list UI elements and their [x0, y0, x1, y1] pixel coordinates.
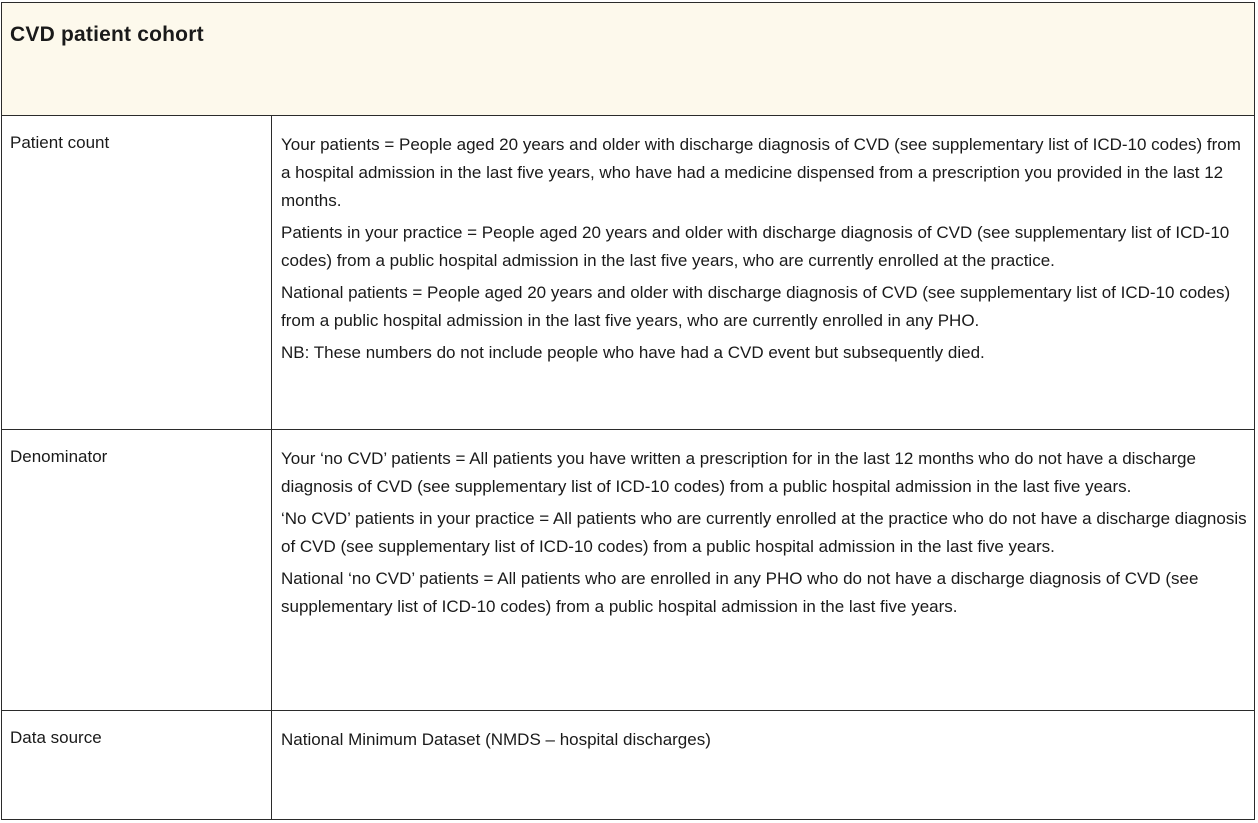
table-title: CVD patient cohort: [10, 23, 204, 46]
row-content: [272, 430, 1254, 710]
note-paragraph: NB: These numbers do not include people who have had a CVD event but subsequently died.: [281, 343, 985, 362]
definition-paragraph: National patients = People aged 20 years and older with discharge diagnosis of CVD (see supplementary list of ICD-10 codes) from a public hospital admission in the last five years, who are currently enrolled in any PHO.: [281, 283, 1231, 330]
title-row: [2, 3, 1254, 116]
definition-paragraph: Patients in your practice = People aged 20 years and older with discharge diagnosis of CVD (see supplementary list of ICD-10 codes) from a public hospital admission in the last five years, who are currently enrolled at the practice.: [281, 223, 1230, 270]
row-content: [272, 116, 1254, 429]
definition-paragraph: Your patients = People aged 20 years and older with discharge diagnosis of CVD (see supplementary list of ICD-10 codes) from a hospital admission in the last five years, who have had a medicine dispensed from a prescription you provided in the last 12 months.: [281, 135, 1241, 210]
row-label: Denominator: [2, 430, 272, 710]
table-row-denominator: [2, 430, 1254, 711]
data-source-paragraph: National Minimum Dataset (NMDS – hospital discharges): [281, 730, 711, 749]
definition-paragraph: Your ‘no CVD’ patients = All patients you have written a prescription for in the last 12 months who do not have a discharge diagnosis of CVD (see supplementary list of ICD-10 codes) from a public hospital admission in the last five years.: [281, 449, 1196, 496]
row-content: [272, 711, 1254, 819]
definition-table: [1, 2, 1255, 820]
row-label: Data source: [2, 711, 272, 819]
table-row-data-source: [2, 711, 1254, 819]
row-label: Patient count: [2, 116, 272, 429]
definition-paragraph: National ‘no CVD’ patients = All patients who are enrolled in any PHO who do not have a discharge diagnosis of CVD (see supplementary list of ICD-10 codes) from a public hospital admission in the last five years.: [281, 569, 1199, 616]
table-row-patient-count: [2, 116, 1254, 430]
definition-paragraph: ‘No CVD’ patients in your practice = All patients who are currently enrolled at the practice who do not have a discharge diagnosis of CVD (see supplementary list of ICD-10 codes) from a public hospital admission in the last five years.: [281, 509, 1247, 556]
